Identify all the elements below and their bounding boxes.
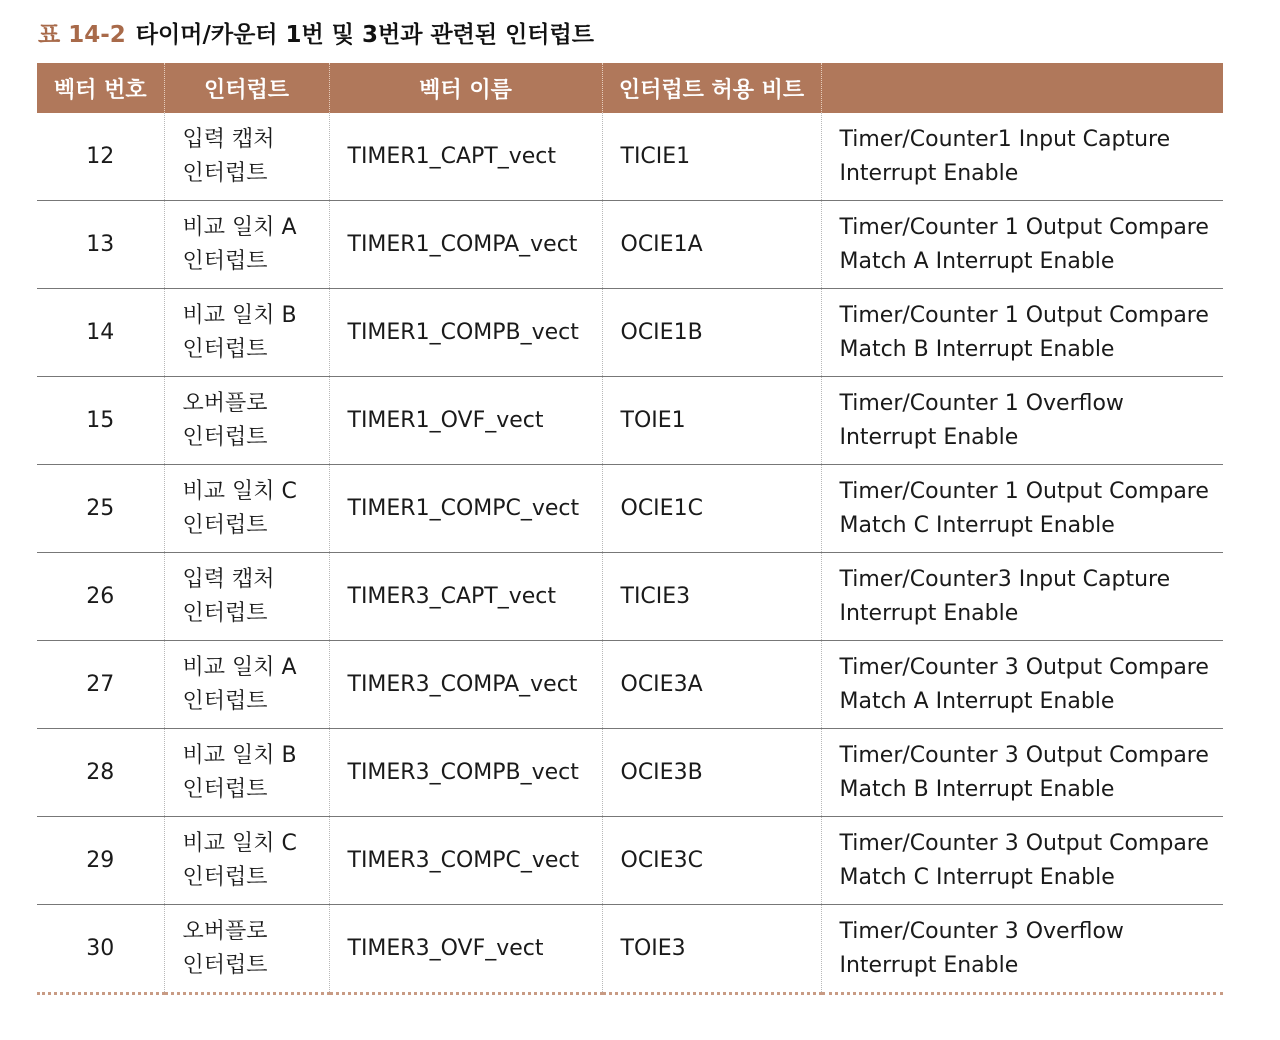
interrupt-name-line2: 인터럽트 xyxy=(182,512,268,538)
interrupt-name-line1: 비교 일치 A xyxy=(182,214,297,240)
description-line2: Match A Interrupt Enable xyxy=(839,248,1115,274)
interrupt-name-line1: 비교 일치 C xyxy=(182,478,297,504)
cell-enable-bit: OCIE1A xyxy=(602,201,821,289)
cell-interrupt xyxy=(164,641,329,729)
cell-interrupt xyxy=(164,289,329,377)
header-description xyxy=(821,63,1223,113)
cell-description xyxy=(821,905,1223,994)
description-line1: Timer/Counter3 Input Capture xyxy=(839,566,1171,592)
table-row xyxy=(37,641,1223,729)
table-number: 표 14-2 xyxy=(38,22,126,48)
cell-interrupt xyxy=(164,729,329,817)
cell-description xyxy=(821,201,1223,289)
interrupt-name-line2: 인터럽트 xyxy=(182,336,268,362)
cell-enable-bit: TOIE3 xyxy=(602,905,821,994)
description-line1: Timer/Counter 3 Output Compare xyxy=(839,830,1209,856)
cell-vector-name: TIMER1_OVF_vect xyxy=(329,377,602,465)
interrupt-name-line1: 오버플로 xyxy=(182,390,268,416)
cell-description xyxy=(821,289,1223,377)
cell-vector-name: TIMER3_COMPB_vect xyxy=(329,729,602,817)
interrupt-name-line2: 인터럽트 xyxy=(182,424,268,450)
cell-description xyxy=(821,377,1223,465)
header-enable-bit: 인터럽트 허용 비트 xyxy=(602,63,821,113)
description-line1: Timer/Counter 1 Output Compare xyxy=(839,302,1209,328)
cell-enable-bit: TICIE3 xyxy=(602,553,821,641)
table-row xyxy=(37,377,1223,465)
description-line1: Timer/Counter 3 Output Compare xyxy=(839,654,1209,680)
description-line2: Match B Interrupt Enable xyxy=(839,336,1115,362)
table-row xyxy=(37,729,1223,817)
cell-interrupt xyxy=(164,553,329,641)
description-line2: Interrupt Enable xyxy=(839,600,1019,626)
cell-vector-number: 25 xyxy=(37,465,164,553)
cell-enable-bit: OCIE3B xyxy=(602,729,821,817)
interrupt-name-line1: 비교 일치 B xyxy=(182,742,297,768)
cell-vector-number: 29 xyxy=(37,817,164,905)
cell-enable-bit: OCIE3A xyxy=(602,641,821,729)
interrupt-name-line2: 인터럽트 xyxy=(182,688,268,714)
table-title: 타이머/카운터 1번 및 3번과 관련된 인터럽트 xyxy=(135,22,594,48)
description-line1: Timer/Counter 1 Output Compare xyxy=(839,478,1209,504)
cell-vector-name: TIMER3_COMPC_vect xyxy=(329,817,602,905)
table-caption xyxy=(38,18,594,52)
cell-description xyxy=(821,553,1223,641)
cell-vector-name: TIMER3_COMPA_vect xyxy=(329,641,602,729)
cell-interrupt xyxy=(164,113,329,201)
header-interrupt: 인터럽트 xyxy=(164,63,329,113)
cell-vector-name: TIMER1_COMPC_vect xyxy=(329,465,602,553)
cell-vector-number: 30 xyxy=(37,905,164,994)
description-line2: Match C Interrupt Enable xyxy=(839,512,1115,538)
cell-enable-bit: TOIE1 xyxy=(602,377,821,465)
cell-vector-name: TIMER3_CAPT_vect xyxy=(329,553,602,641)
cell-vector-number: 27 xyxy=(37,641,164,729)
cell-vector-name: TIMER1_CAPT_vect xyxy=(329,113,602,201)
interrupt-name-line1: 입력 캡처 xyxy=(182,126,275,152)
description-line2: Interrupt Enable xyxy=(839,160,1019,186)
table-header xyxy=(37,63,1223,113)
description-line1: Timer/Counter 1 Overflow xyxy=(839,390,1124,416)
interrupt-name-line2: 인터럽트 xyxy=(182,776,268,802)
interrupt-name-line2: 인터럽트 xyxy=(182,864,268,890)
table-row xyxy=(37,905,1223,994)
interrupt-name-line1: 입력 캡처 xyxy=(182,566,275,592)
cell-interrupt xyxy=(164,817,329,905)
interrupt-name-line2: 인터럽트 xyxy=(182,600,268,626)
description-line2: Interrupt Enable xyxy=(839,952,1019,978)
cell-interrupt xyxy=(164,201,329,289)
interrupt-name-line2: 인터럽트 xyxy=(182,160,268,186)
description-line1: Timer/Counter 1 Output Compare xyxy=(839,214,1209,240)
table-body xyxy=(37,113,1223,994)
cell-vector-number: 14 xyxy=(37,289,164,377)
cell-vector-name: TIMER1_COMPA_vect xyxy=(329,201,602,289)
cell-enable-bit: TICIE1 xyxy=(602,113,821,201)
cell-description xyxy=(821,113,1223,201)
table-row xyxy=(37,465,1223,553)
cell-description xyxy=(821,729,1223,817)
description-line2: Match B Interrupt Enable xyxy=(839,776,1115,802)
cell-vector-name: TIMER3_OVF_vect xyxy=(329,905,602,994)
cell-vector-number: 12 xyxy=(37,113,164,201)
interrupt-name-line1: 오버플로 xyxy=(182,918,268,944)
table-row xyxy=(37,817,1223,905)
description-line1: Timer/Counter1 Input Capture xyxy=(839,126,1171,152)
header-row xyxy=(37,63,1223,113)
interrupt-table xyxy=(37,63,1223,995)
cell-description xyxy=(821,465,1223,553)
interrupt-name-line1: 비교 일치 C xyxy=(182,830,297,856)
table-row xyxy=(37,289,1223,377)
description-line1: Timer/Counter 3 Overflow xyxy=(839,918,1124,944)
interrupt-name-line1: 비교 일치 B xyxy=(182,302,297,328)
cell-vector-number: 28 xyxy=(37,729,164,817)
cell-vector-number: 13 xyxy=(37,201,164,289)
interrupt-name-line1: 비교 일치 A xyxy=(182,654,297,680)
interrupt-name-line2: 인터럽트 xyxy=(182,952,268,978)
header-vector-number: 벡터 번호 xyxy=(37,63,164,113)
table-row xyxy=(37,113,1223,201)
description-line2: Interrupt Enable xyxy=(839,424,1019,450)
cell-description xyxy=(821,817,1223,905)
cell-description xyxy=(821,641,1223,729)
cell-interrupt xyxy=(164,465,329,553)
cell-interrupt xyxy=(164,377,329,465)
cell-interrupt xyxy=(164,905,329,994)
table-row xyxy=(37,201,1223,289)
cell-enable-bit: OCIE1C xyxy=(602,465,821,553)
cell-vector-number: 15 xyxy=(37,377,164,465)
description-line2: Match A Interrupt Enable xyxy=(839,688,1115,714)
header-vector-name: 벡터 이름 xyxy=(329,63,602,113)
cell-vector-number: 26 xyxy=(37,553,164,641)
description-line2: Match C Interrupt Enable xyxy=(839,864,1115,890)
cell-enable-bit: OCIE1B xyxy=(602,289,821,377)
description-line1: Timer/Counter 3 Output Compare xyxy=(839,742,1209,768)
cell-vector-name: TIMER1_COMPB_vect xyxy=(329,289,602,377)
table-row xyxy=(37,553,1223,641)
interrupt-name-line2: 인터럽트 xyxy=(182,248,268,274)
cell-enable-bit: OCIE3C xyxy=(602,817,821,905)
